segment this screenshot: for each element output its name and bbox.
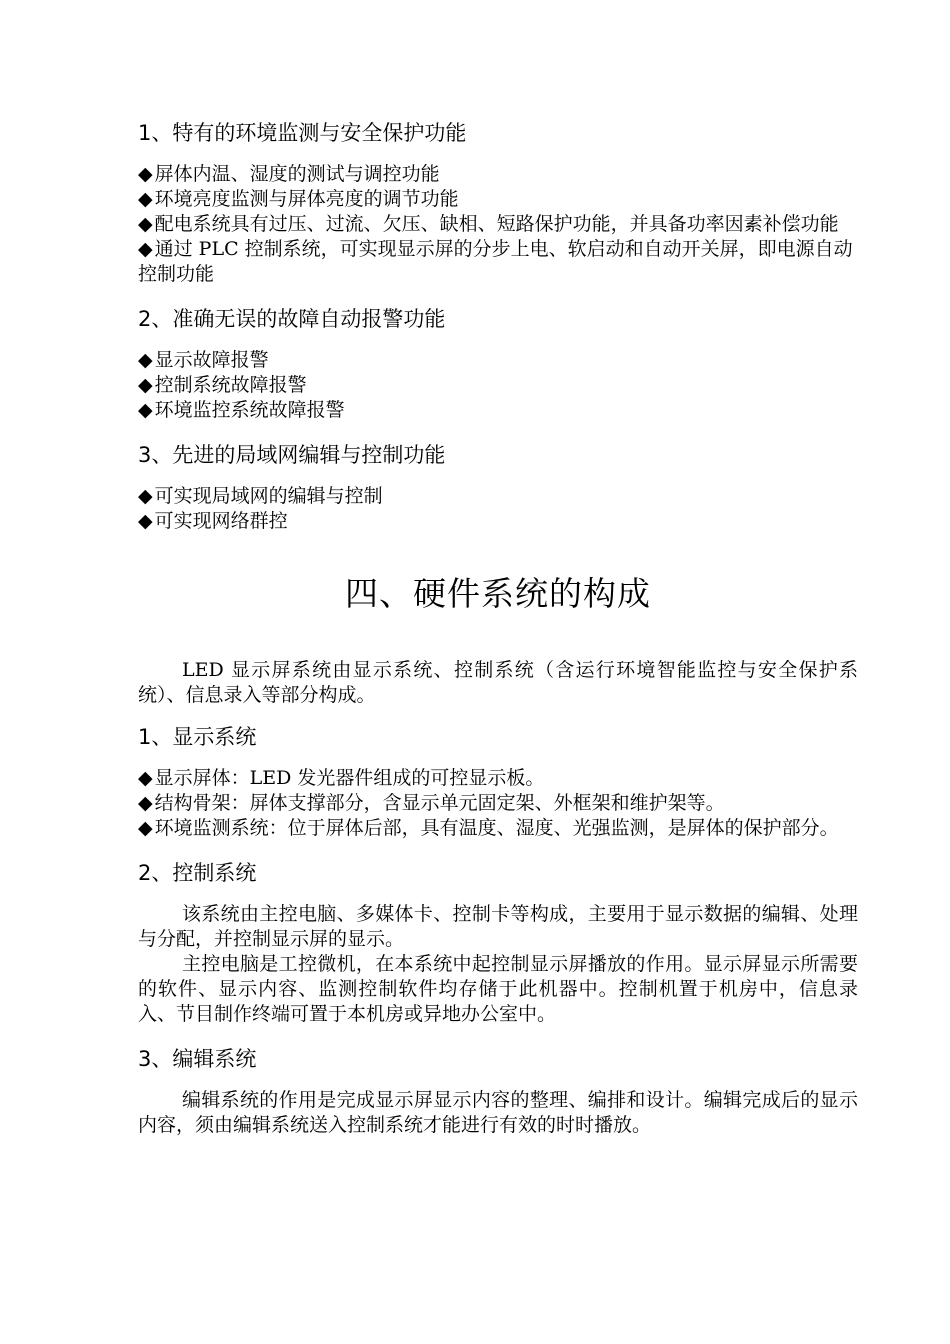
diamond-bullet-icon: ◆ [138, 349, 153, 371]
section-body-editing-system [138, 1088, 858, 1138]
section-heading-lan-control: 3、先进的局域网编辑与控制功能 [138, 443, 446, 467]
diamond-bullet-icon: ◆ [138, 163, 153, 185]
body-paragraph: 主控电脑是工控微机，在本系统中起控制显示屏播放的作用。显示屏显示所需要的软件、显示内容、监测控制软件均存储于此机器中。控制机置于机房中，信息录入、节目制作终端可置于本机房或异地办公室中。 [138, 953, 858, 1025]
chapter-title: 四、硬件系统的构成 [345, 574, 651, 613]
list-item: ◆ 控制系统故障报警 [138, 374, 307, 396]
diamond-bullet-icon: ◆ [138, 485, 153, 507]
section-heading-fault-alarm: 2、准确无误的故障自动报警功能 [138, 307, 446, 331]
list-item: ◆ 通过 PLC 控制系统，可实现显示屏的分步上电、软启动和自动开关屏，即电源自动控制功能 [138, 238, 853, 285]
section-list-display-system [138, 766, 858, 841]
diamond-bullet-icon: ◆ [138, 817, 153, 839]
section-heading-display-system: 1、显示系统 [138, 725, 257, 749]
list-item: ◆ 可实现局域网的编辑与控制 [138, 485, 383, 507]
section-heading-env-monitoring: 1、特有的环境监测与安全保护功能 [138, 121, 467, 145]
diamond-bullet-icon: ◆ [138, 510, 153, 532]
section-heading-control-system: 2、控制系统 [138, 861, 257, 885]
section-list-env-monitoring [138, 162, 858, 287]
list-item: ◆ 结构骨架：屏体支撑部分，含显示单元固定架、外框架和维护架等。 [138, 792, 725, 814]
diamond-bullet-icon: ◆ [138, 374, 153, 396]
section-list-fault-alarm [138, 348, 858, 423]
list-item: ◆ 环境监控系统故障报警 [138, 399, 345, 421]
list-item: ◆ 环境监测系统：位于屏体后部，具有温度、湿度、光强监测，是屏体的保护部分。 [138, 817, 839, 839]
list-item: ◆ 显示屏体：LED 发光器件组成的可控显示板。 [138, 767, 545, 789]
diamond-bullet-icon: ◆ [138, 238, 153, 260]
document-page [138, 118, 858, 1138]
list-item: ◆ 环境亮度监测与屏体亮度的调节功能 [138, 188, 459, 210]
list-item: ◆ 可实现网络群控 [138, 510, 288, 532]
diamond-bullet-icon: ◆ [138, 399, 153, 421]
diamond-bullet-icon: ◆ [138, 767, 153, 789]
diamond-bullet-icon: ◆ [138, 188, 153, 210]
body-paragraph: 该系统由主控电脑、多媒体卡、控制卡等构成，主要用于显示数据的编辑、处理与分配，并控制显示屏的显示。 [138, 903, 858, 950]
list-item: ◆ 屏体内温、湿度的测试与调控功能 [138, 163, 440, 185]
section-heading-editing-system: 3、编辑系统 [138, 1047, 257, 1071]
intro-paragraph: LED 显示屏系统由显示系统、控制系统（含运行环境智能监控与安全保护系统）、信息录入等部分构成。 [138, 659, 858, 706]
list-item: ◆ 配电系统具有过压、过流、欠压、缺相、短路保护功能，并具备功率因素补偿功能 [138, 213, 839, 235]
diamond-bullet-icon: ◆ [138, 213, 153, 235]
diamond-bullet-icon: ◆ [138, 792, 153, 814]
list-item: ◆ 显示故障报警 [138, 349, 269, 371]
section-list-lan-control [138, 484, 858, 534]
section-body-control-system [138, 902, 858, 1027]
body-paragraph: 编辑系统的作用是完成显示屏显示内容的整理、编排和设计。编辑完成后的显示内容，须由编辑系统送入控制系统才能进行有效的时时播放。 [138, 1089, 858, 1136]
